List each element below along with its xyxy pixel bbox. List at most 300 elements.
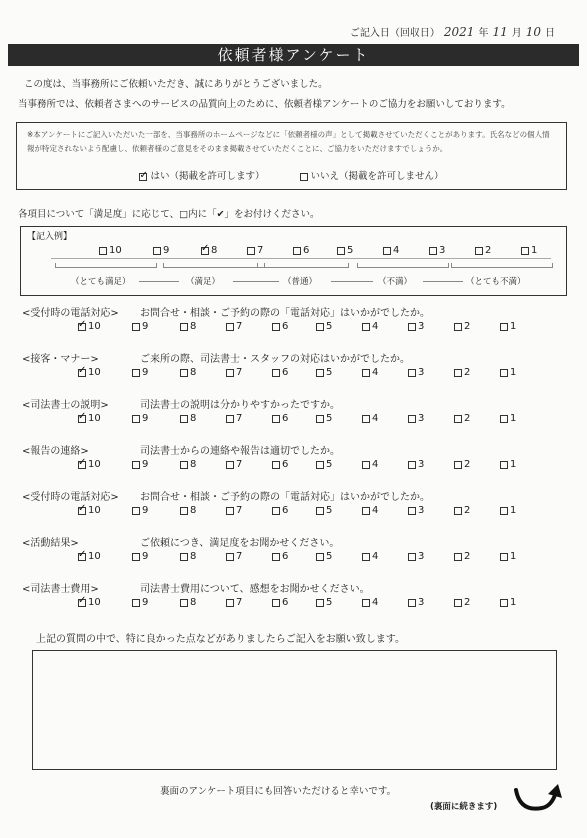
q2-value-10: 10 <box>88 367 101 378</box>
q6-value-4: 4 <box>372 551 379 562</box>
q3-checkbox-4[interactable] <box>362 415 370 423</box>
q2-checkbox-2[interactable] <box>454 369 462 377</box>
q5-checkbox-1[interactable] <box>500 507 508 515</box>
q4-checkbox-2[interactable] <box>454 461 462 469</box>
example-checkbox-1[interactable] <box>521 247 529 255</box>
question-text: 司法書士の説明は分かりやすかったですか。 <box>140 400 340 411</box>
q2-option-2[interactable] <box>454 367 470 378</box>
q6-option-10[interactable] <box>78 551 101 562</box>
question-category: <接客・マナー> <box>22 354 99 365</box>
example-checkbox-8[interactable] <box>201 247 209 255</box>
q4-option-5[interactable] <box>316 459 332 470</box>
intro-line-2: 当事務所では、依頼者さまへのサービスの品質向上のために、依頼者様アンケートのご協力をお願いしております。 <box>18 99 511 110</box>
q1-option-7[interactable] <box>226 321 242 332</box>
q6-checkbox-3[interactable] <box>408 553 416 561</box>
q3-option-6[interactable] <box>272 413 288 424</box>
q3-checkbox-7[interactable] <box>226 415 234 423</box>
q7-checkbox-1[interactable] <box>500 599 508 607</box>
q5-checkbox-7[interactable] <box>226 507 234 515</box>
q3-option-5[interactable] <box>316 413 332 424</box>
example-value-1: 1 <box>531 245 538 256</box>
q7-value-1: 1 <box>510 597 517 608</box>
q6-option-4[interactable] <box>362 551 378 562</box>
question-5 <box>22 488 430 503</box>
q2-value-5: 5 <box>326 367 333 378</box>
bracket-very-satisfied <box>55 263 157 268</box>
q7-checkbox-3[interactable] <box>408 599 416 607</box>
q3-value-6: 6 <box>282 413 289 424</box>
year-unit: 年 <box>478 28 489 39</box>
q2-option-3[interactable] <box>408 367 424 378</box>
q1-value-7: 7 <box>236 321 243 332</box>
q4-value-1: 1 <box>510 459 517 470</box>
q5-checkbox-4[interactable] <box>362 507 370 515</box>
q5-checkbox-3[interactable] <box>408 507 416 515</box>
question-2 <box>22 350 410 365</box>
q7-value-2: 2 <box>464 597 471 608</box>
example-value-2: 2 <box>485 245 492 256</box>
example-option-5[interactable] <box>337 245 353 256</box>
q7-checkbox-2[interactable] <box>454 599 462 607</box>
q4-option-10[interactable] <box>78 459 101 470</box>
q2-value-4: 4 <box>372 367 379 378</box>
q1-value-9: 9 <box>142 321 149 332</box>
question-text: お問合せ・相談・ご予約の際の「電話対応」はいかがでしたか。 <box>140 308 430 319</box>
q4-checkbox-5[interactable] <box>316 461 324 469</box>
question-text: 司法書士費用について、感想をお聞かせください。 <box>140 584 370 595</box>
q5-value-6: 6 <box>282 505 289 516</box>
q7-checkbox-6[interactable] <box>272 599 280 607</box>
q6-value-5: 5 <box>326 551 333 562</box>
caption-dash <box>331 281 373 282</box>
example-checkbox-9[interactable] <box>153 247 161 255</box>
q5-value-7: 7 <box>236 505 243 516</box>
back-side-note: 裏面のアンケート項目にも回答いただけると幸いです。 <box>160 786 397 797</box>
q2-option-4[interactable] <box>362 367 378 378</box>
q3-checkbox-8[interactable] <box>180 415 188 423</box>
q5-option-1[interactable] <box>500 505 516 516</box>
q5-option-9[interactable] <box>132 505 148 516</box>
question-4 <box>22 442 340 457</box>
q3-option-2[interactable] <box>454 413 470 424</box>
q1-checkbox-6[interactable] <box>272 323 280 331</box>
q2-checkbox-6[interactable] <box>272 369 280 377</box>
q6-option-2[interactable] <box>454 551 470 562</box>
q5-value-9: 9 <box>142 505 149 516</box>
q2-value-1: 1 <box>510 367 517 378</box>
q1-value-3: 3 <box>418 321 425 332</box>
q7-option-6[interactable] <box>272 597 288 608</box>
q1-value-4: 4 <box>372 321 379 332</box>
q6-value-2: 2 <box>464 551 471 562</box>
example-box <box>20 226 567 296</box>
intro-line-1: この度は、当事務所にご依頼いただき、誠にありがとうございました。 <box>24 79 328 90</box>
q4-value-3: 3 <box>418 459 425 470</box>
q2-value-2: 2 <box>464 367 471 378</box>
q5-value-3: 3 <box>418 505 425 516</box>
q2-option-1[interactable] <box>500 367 516 378</box>
example-option-8[interactable] <box>201 245 217 256</box>
q6-checkbox-6[interactable] <box>272 553 280 561</box>
consent-yes-option[interactable] <box>139 170 264 184</box>
q2-option-5[interactable] <box>316 367 332 378</box>
q1-option-6[interactable] <box>272 321 288 332</box>
q5-checkbox-8[interactable] <box>180 507 188 515</box>
q2-option-8[interactable] <box>180 367 196 378</box>
q4-checkbox-9[interactable] <box>132 461 140 469</box>
q1-value-10: 10 <box>88 321 101 332</box>
example-checkbox-5[interactable] <box>337 247 345 255</box>
q3-checkbox-10[interactable] <box>78 415 86 423</box>
q7-option-3[interactable] <box>408 597 424 608</box>
q7-checkbox-9[interactable] <box>132 599 140 607</box>
q4-value-7: 7 <box>236 459 243 470</box>
example-value-3: 3 <box>439 245 446 256</box>
caption-dash <box>233 281 279 282</box>
q3-checkbox-6[interactable] <box>272 415 280 423</box>
example-label: 【記入例】 <box>27 232 73 242</box>
q1-option-9[interactable] <box>132 321 148 332</box>
q1-checkbox-5[interactable] <box>316 323 324 331</box>
caption-dash <box>139 281 179 282</box>
consent-no-option[interactable] <box>300 170 444 184</box>
consent-no-label: いいえ（掲載を許可しません） <box>310 171 444 182</box>
q7-value-5: 5 <box>326 597 333 608</box>
q2-value-3: 3 <box>418 367 425 378</box>
q1-checkbox-8[interactable] <box>180 323 188 331</box>
q1-option-3[interactable] <box>408 321 424 332</box>
q3-checkbox-2[interactable] <box>454 415 462 423</box>
q7-value-7: 7 <box>236 597 243 608</box>
continue-label: (裏面に続きます) <box>430 802 498 812</box>
q5-option-2[interactable] <box>454 505 470 516</box>
q3-checkbox-1[interactable] <box>500 415 508 423</box>
q1-checkbox-10[interactable] <box>78 323 86 331</box>
q7-checkbox-5[interactable] <box>316 599 324 607</box>
question-category: <受付時の電話対応> <box>22 492 119 503</box>
example-option-2[interactable] <box>475 245 491 256</box>
question-category: <司法書士費用> <box>22 584 99 595</box>
q1-checkbox-4[interactable] <box>362 323 370 331</box>
q5-checkbox-2[interactable] <box>454 507 462 515</box>
q3-option-4[interactable] <box>362 413 378 424</box>
q5-option-5[interactable] <box>316 505 332 516</box>
question-category: <活動結果> <box>22 538 79 549</box>
q3-checkbox-5[interactable] <box>316 415 324 423</box>
q3-value-8: 8 <box>190 413 197 424</box>
question-1 <box>22 304 430 319</box>
q5-option-10[interactable] <box>78 505 101 516</box>
q3-value-2: 2 <box>464 413 471 424</box>
q1-option-10[interactable] <box>78 321 101 332</box>
q6-option-6[interactable] <box>272 551 288 562</box>
day-field[interactable]: 10 <box>525 25 541 39</box>
bracket-satisfied <box>163 263 265 268</box>
q6-checkbox-5[interactable] <box>316 553 324 561</box>
q2-checkbox-1[interactable] <box>500 369 508 377</box>
consent-notice-text: ※本アンケートにご記入いただいた一部を、当事務所のホームページなどに「依頼者様の声」として掲載させていただくことがあります。氏名などの個人情報が特定されないよう配慮し、依頼者様のご意見をそのまま掲載させていただくことに、ご協力をいただけますでしょうか。 <box>27 130 550 153</box>
q3-option-1[interactable] <box>500 413 516 424</box>
consent-yes-checkbox[interactable] <box>139 173 147 181</box>
q6-value-8: 8 <box>190 551 197 562</box>
q7-checkbox-4[interactable] <box>362 599 370 607</box>
q4-option-9[interactable] <box>132 459 148 470</box>
month-field[interactable]: 11 <box>492 25 508 39</box>
example-option-7[interactable] <box>247 245 263 256</box>
example-checkbox-7[interactable] <box>247 247 255 255</box>
q3-value-9: 9 <box>142 413 149 424</box>
caption-very-dissatisfied: （とても不満） <box>466 277 526 287</box>
publication-consent-box <box>16 122 567 190</box>
q3-option-7[interactable] <box>226 413 242 424</box>
q1-checkbox-3[interactable] <box>408 323 416 331</box>
q6-checkbox-7[interactable] <box>226 553 234 561</box>
q7-option-8[interactable] <box>180 597 196 608</box>
q2-option-10[interactable] <box>78 367 101 378</box>
question-text: ご依頼につき、満足度をお聞かせください。 <box>140 538 340 549</box>
q5-value-1: 1 <box>510 505 517 516</box>
q4-option-3[interactable] <box>408 459 424 470</box>
q6-checkbox-9[interactable] <box>132 553 140 561</box>
q6-checkbox-10[interactable] <box>78 553 86 561</box>
q1-option-4[interactable] <box>362 321 378 332</box>
question-6 <box>22 534 339 549</box>
caption-very-satisfied: （とても満足） <box>71 277 131 287</box>
q2-value-6: 6 <box>282 367 289 378</box>
q7-value-4: 4 <box>372 597 379 608</box>
q7-option-4[interactable] <box>362 597 378 608</box>
q6-checkbox-4[interactable] <box>362 553 370 561</box>
q4-checkbox-1[interactable] <box>500 461 508 469</box>
bracket-neutral <box>257 263 349 268</box>
q7-option-9[interactable] <box>132 597 148 608</box>
question-category: <受付時の電話対応> <box>22 308 119 319</box>
q5-option-6[interactable] <box>272 505 288 516</box>
q3-value-7: 7 <box>236 413 243 424</box>
q3-option-9[interactable] <box>132 413 148 424</box>
q1-option-8[interactable] <box>180 321 196 332</box>
q1-value-6: 6 <box>282 321 289 332</box>
q4-option-4[interactable] <box>362 459 378 470</box>
q5-option-7[interactable] <box>226 505 242 516</box>
q2-value-9: 9 <box>142 367 149 378</box>
q7-option-7[interactable] <box>226 597 242 608</box>
example-option-1[interactable] <box>521 245 537 256</box>
example-checkbox-4[interactable] <box>383 247 391 255</box>
question-text: お問合せ・相談・ご予約の際の「電話対応」はいかがでしたか。 <box>140 492 430 503</box>
example-option-4[interactable] <box>383 245 399 256</box>
q7-option-1[interactable] <box>500 597 516 608</box>
q5-checkbox-6[interactable] <box>272 507 280 515</box>
example-value-7: 7 <box>257 245 264 256</box>
q1-option-2[interactable] <box>454 321 470 332</box>
q5-checkbox-9[interactable] <box>132 507 140 515</box>
q5-option-8[interactable] <box>180 505 196 516</box>
rating-instruction: 各項目について「満足度」に応じて、□内に「✔」をお付けください。 <box>18 209 320 220</box>
q1-option-5[interactable] <box>316 321 332 332</box>
q4-option-6[interactable] <box>272 459 288 470</box>
q7-value-3: 3 <box>418 597 425 608</box>
q6-checkbox-2[interactable] <box>454 553 462 561</box>
bracket-very-dissatisfied <box>451 263 553 268</box>
q4-value-9: 9 <box>142 459 149 470</box>
example-option-6[interactable] <box>293 245 309 256</box>
q3-value-10: 10 <box>88 413 101 424</box>
q4-option-1[interactable] <box>500 459 516 470</box>
example-value-10: 10 <box>109 245 122 256</box>
q3-option-3[interactable] <box>408 413 424 424</box>
q6-option-8[interactable] <box>180 551 196 562</box>
question-text: ご来所の際、司法書士・スタッフの対応はいかがでしたか。 <box>140 354 410 365</box>
q3-value-5: 5 <box>326 413 333 424</box>
month-unit: 月 <box>511 28 522 39</box>
q7-checkbox-10[interactable] <box>78 599 86 607</box>
q2-option-6[interactable] <box>272 367 288 378</box>
q4-checkbox-4[interactable] <box>362 461 370 469</box>
q4-value-8: 8 <box>190 459 197 470</box>
page-title: 依頼者様アンケート <box>8 44 579 66</box>
q3-option-8[interactable] <box>180 413 196 424</box>
q1-value-8: 8 <box>190 321 197 332</box>
caption-dissatisfied: （不満） <box>378 277 413 287</box>
question-category: <司法書士の説明> <box>22 400 109 411</box>
question-text: 司法書士からの連絡や報告は適切でしたか。 <box>140 446 340 457</box>
q7-value-9: 9 <box>142 597 149 608</box>
q5-option-3[interactable] <box>408 505 424 516</box>
q3-checkbox-9[interactable] <box>132 415 140 423</box>
q5-value-5: 5 <box>326 505 333 516</box>
q1-checkbox-1[interactable] <box>500 323 508 331</box>
q4-option-2[interactable] <box>454 459 470 470</box>
q5-option-4[interactable] <box>362 505 378 516</box>
q1-checkbox-2[interactable] <box>454 323 462 331</box>
q7-value-8: 8 <box>190 597 197 608</box>
q6-option-7[interactable] <box>226 551 242 562</box>
q7-checkbox-8[interactable] <box>180 599 188 607</box>
q4-value-5: 5 <box>326 459 333 470</box>
q2-checkbox-8[interactable] <box>180 369 188 377</box>
example-checkbox-10[interactable] <box>99 247 107 255</box>
day-unit: 日 <box>545 28 555 39</box>
q4-checkbox-7[interactable] <box>226 461 234 469</box>
q7-option-5[interactable] <box>316 597 332 608</box>
q3-value-1: 1 <box>510 413 517 424</box>
q6-checkbox-1[interactable] <box>500 553 508 561</box>
q6-option-1[interactable] <box>500 551 516 562</box>
q6-value-7: 7 <box>236 551 243 562</box>
q1-option-1[interactable] <box>500 321 516 332</box>
submission-date <box>350 24 555 39</box>
question-7 <box>22 580 370 595</box>
caption-satisfied: （満足） <box>186 277 221 287</box>
caption-neutral: （普通） <box>283 277 318 287</box>
free-comment-textarea[interactable] <box>32 650 557 770</box>
q2-checkbox-3[interactable] <box>408 369 416 377</box>
example-value-5: 5 <box>347 245 354 256</box>
q4-checkbox-6[interactable] <box>272 461 280 469</box>
q5-value-8: 8 <box>190 505 197 516</box>
q4-checkbox-10[interactable] <box>78 461 86 469</box>
q5-value-2: 2 <box>464 505 471 516</box>
q2-checkbox-9[interactable] <box>132 369 140 377</box>
example-option-10[interactable] <box>99 245 122 256</box>
example-option-9[interactable] <box>153 245 169 256</box>
q3-value-4: 4 <box>372 413 379 424</box>
q4-value-4: 4 <box>372 459 379 470</box>
q2-checkbox-5[interactable] <box>316 369 324 377</box>
q6-value-9: 9 <box>142 551 149 562</box>
q1-value-5: 5 <box>326 321 333 332</box>
q6-option-9[interactable] <box>132 551 148 562</box>
q1-checkbox-9[interactable] <box>132 323 140 331</box>
q7-value-6: 6 <box>282 597 289 608</box>
consent-yes-label: はい（掲載を許可します） <box>150 171 265 182</box>
example-checkbox-2[interactable] <box>475 247 483 255</box>
q7-option-2[interactable] <box>454 597 470 608</box>
q3-checkbox-3[interactable] <box>408 415 416 423</box>
turn-page-arrow-icon <box>510 778 566 818</box>
q4-value-6: 6 <box>282 459 289 470</box>
q2-value-8: 8 <box>190 367 197 378</box>
example-option-3[interactable] <box>429 245 445 256</box>
q3-option-10[interactable] <box>78 413 101 424</box>
example-checkbox-6[interactable] <box>293 247 301 255</box>
example-checkbox-3[interactable] <box>429 247 437 255</box>
caption-dash <box>423 281 463 282</box>
q4-option-7[interactable] <box>226 459 242 470</box>
q5-checkbox-5[interactable] <box>316 507 324 515</box>
q2-checkbox-10[interactable] <box>78 369 86 377</box>
q4-value-10: 10 <box>88 459 101 470</box>
question-category: <報告の連絡> <box>22 446 89 457</box>
q6-value-10: 10 <box>88 551 101 562</box>
free-comment-prompt: 上記の質問の中で、特に良かった点などがありましたらご記入をお願い致します。 <box>36 634 405 645</box>
bracket-dissatisfied <box>357 263 449 268</box>
q4-checkbox-3[interactable] <box>408 461 416 469</box>
q6-option-5[interactable] <box>316 551 332 562</box>
date-label: ご記入日（回収日） <box>349 28 440 39</box>
year-field[interactable]: 2021 <box>443 25 475 39</box>
q5-value-4: 4 <box>372 505 379 516</box>
q6-option-3[interactable] <box>408 551 424 562</box>
q1-value-1: 1 <box>510 321 517 332</box>
q6-value-6: 6 <box>282 551 289 562</box>
q6-checkbox-8[interactable] <box>180 553 188 561</box>
q1-checkbox-7[interactable] <box>226 323 234 331</box>
q2-value-7: 7 <box>236 367 243 378</box>
example-value-8: 8 <box>211 245 218 256</box>
q5-value-10: 10 <box>88 505 101 516</box>
q4-value-2: 2 <box>464 459 471 470</box>
q6-value-3: 3 <box>418 551 425 562</box>
q2-option-9[interactable] <box>132 367 148 378</box>
example-value-9: 9 <box>163 245 170 256</box>
q2-option-7[interactable] <box>226 367 242 378</box>
q2-checkbox-7[interactable] <box>226 369 234 377</box>
consent-no-checkbox[interactable] <box>300 173 308 181</box>
q7-option-10[interactable] <box>78 597 101 608</box>
q7-checkbox-7[interactable] <box>226 599 234 607</box>
q6-value-1: 1 <box>510 551 517 562</box>
question-3 <box>22 396 340 411</box>
q4-checkbox-8[interactable] <box>180 461 188 469</box>
q5-checkbox-10[interactable] <box>78 507 86 515</box>
q4-option-8[interactable] <box>180 459 196 470</box>
q3-value-3: 3 <box>418 413 425 424</box>
q2-checkbox-4[interactable] <box>362 369 370 377</box>
q1-value-2: 2 <box>464 321 471 332</box>
example-divider <box>51 258 551 259</box>
